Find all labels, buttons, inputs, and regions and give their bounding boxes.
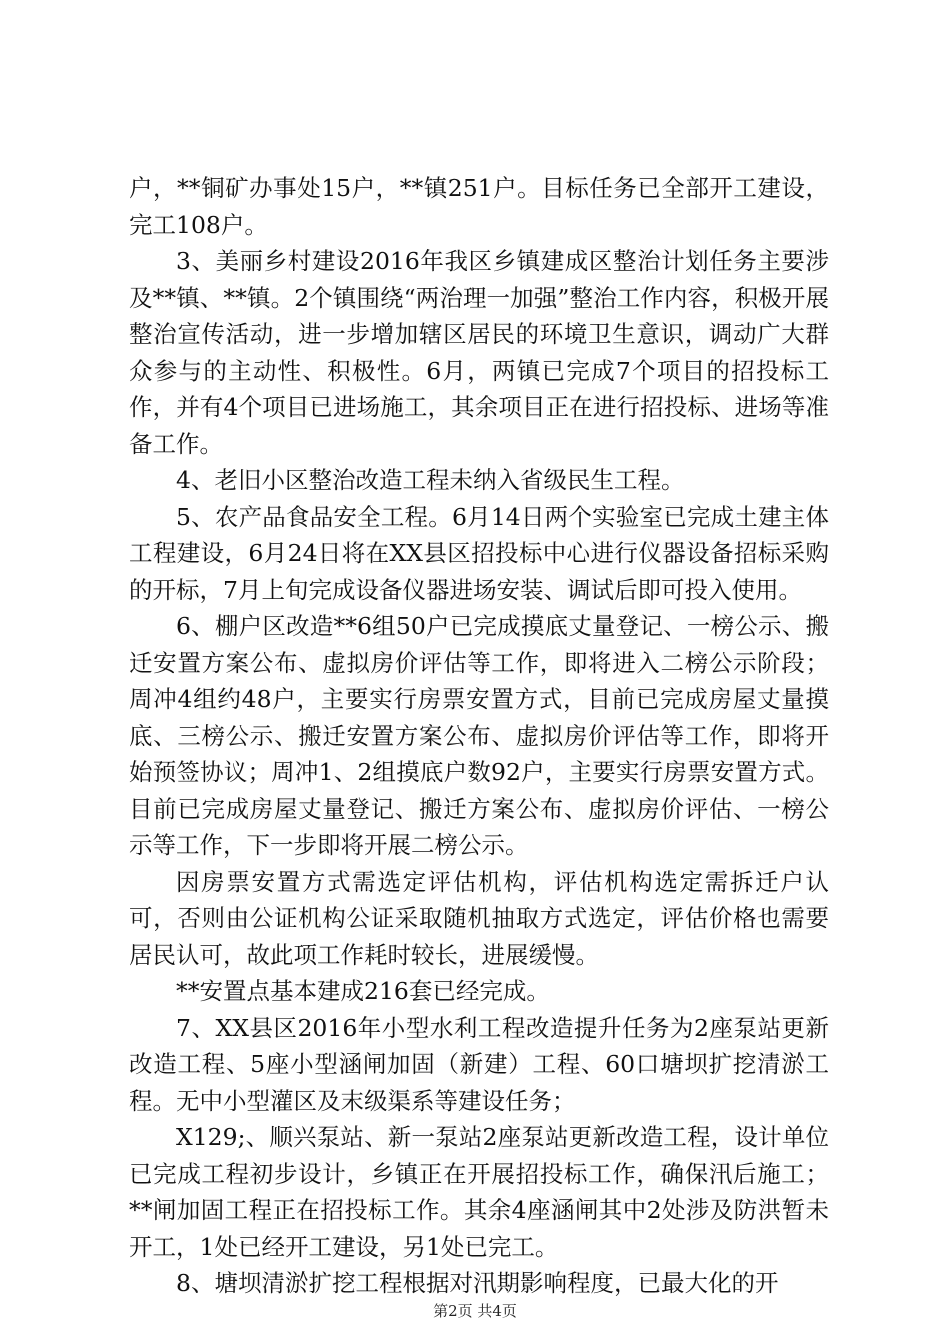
paragraph-7: **安置点基本建成216套已经完成。	[176, 977, 550, 1005]
paragraph-2: 3、美丽乡村建设2016年我区乡镇建成区整治计划任务主要涉及**镇、**镇。2个镇围绕“两治理一加强”整治工作内容，积极开展整治宣传活动，进一步增加辖区居民的环境卫生意识，调动广大群众参与的主动性、积极性。6月，两镇已完成7个项目的招投标工作，并有4个项目已进场施工，其余项目正在进行招投标、进场等准备工作。	[129, 247, 829, 458]
paragraph-4: 5、农产品食品安全工程。6月14日两个实验室已完成土建主体工程建设，6月24日将在XX县区招投标中心进行仪器设备招标采购的开标，7月上旬完成设备仪器进场安装、调试后即可投入使用。	[129, 502, 829, 604]
paragraph-3: 4、老旧小区整治改造工程未纳入省级民生工程。	[176, 466, 685, 494]
document-body	[129, 170, 829, 1302]
page-footer: 第2页 共4页	[433, 1302, 517, 1320]
paragraph-8: 7、XX县区2016年小型水利工程改造提升任务为2座泵站更新改造工程、5座小型涵闸加固（新建）工程、60口塘坝扩挖清淤工程。无中小型灌区及末级渠系等建设任务；	[129, 1013, 829, 1115]
paragraph-5: 6、棚户区改造**6组50户已完成摸底丈量登记、一榜公示、搬迁安置方案公布、虚拟房价评估等工作，即将进入二榜公示阶段；周冲4组约48户，主要实行房票安置方式，目前已完成房屋丈量摸底、三榜公示、搬迁安置方案公布、虚拟房价评估等工作，即将开始预签协议；周冲1、2组摸底户数92户，主要实行房票安置方式。目前已完成房屋丈量登记、搬迁方案公布、虚拟房价评估、一榜公示等工作，下一步即将开展二榜公示。	[129, 612, 829, 859]
paragraph-1: 户，**铜矿办事处15户，**镇251户。目标任务已全部开工建设，完工108户。	[129, 174, 829, 239]
paragraph-9: X129;、顺兴泵站、新一泵站2座泵站更新改造工程，设计单位已完成工程初步设计，乡镇正在开展招投标工作，确保汛后施工；**闸加固工程正在招投标工作。其余4座涵闸其中2处涉及防洪暂未开工，1处已经开工建设，另1处已完工。	[129, 1123, 829, 1261]
paragraph-10: 8、塘坝清淤扩挖工程根据对汛期影响程度，已最大化的开	[176, 1269, 779, 1297]
paragraph-6: 因房票安置方式需选定评估机构，评估机构选定需拆迁户认可，否则由公证机构公证采取随机抽取方式选定，评估价格也需要居民认可，故此项工作耗时较长，进展缓慢。	[129, 867, 829, 969]
